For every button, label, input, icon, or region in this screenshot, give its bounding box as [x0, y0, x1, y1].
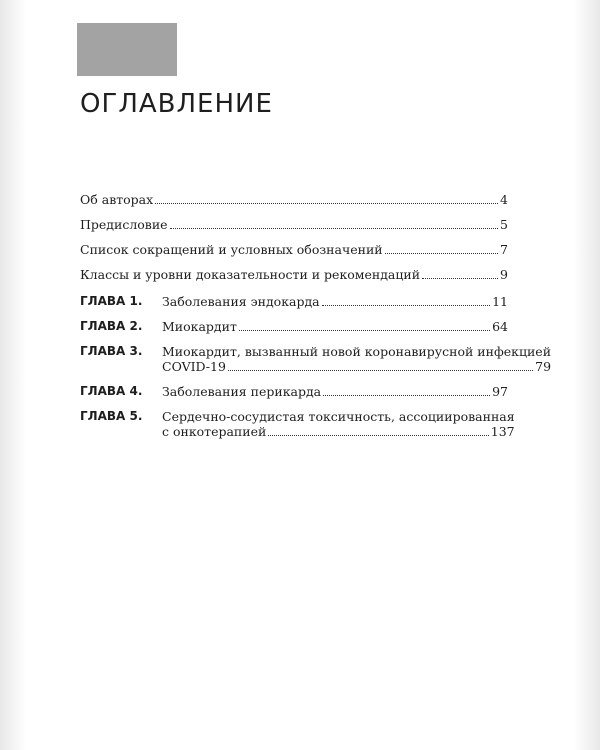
chapter-number: ГЛАВА 3. [80, 344, 143, 358]
dot-leader [170, 227, 498, 229]
toc-page-number: 79 [535, 359, 552, 374]
toc-page-number: 5 [500, 217, 508, 232]
dot-leader [385, 252, 498, 254]
page-title: ОГЛАВЛЕНИЕ [80, 89, 273, 119]
header-gray-block [77, 23, 177, 76]
chapter-title-line-2: с онкотерапией [162, 424, 267, 439]
toc-page-number: 137 [490, 424, 515, 439]
page-edge-shadow-left [0, 0, 26, 750]
toc-entry-abbreviations[interactable] [80, 242, 508, 257]
toc-entry-preface[interactable] [80, 217, 508, 232]
chapter-title-line-1: Миокардит, вызванный новой коронавирусной инфекцией [162, 344, 552, 359]
chapter-title-line-2: COVID-19 [162, 359, 226, 374]
chapter-number: ГЛАВА 5. [80, 409, 143, 423]
toc-entry-label: Список сокращений и условных обозначений [80, 242, 383, 257]
page-edge-shadow-right [574, 0, 600, 750]
chapter-title: Заболевания эндокарда [162, 294, 320, 309]
toc-page-number: 97 [492, 384, 508, 399]
dot-leader [322, 304, 490, 306]
toc-page-number: 9 [500, 267, 508, 282]
toc-page-number: 11 [492, 294, 508, 309]
toc-page-number: 64 [492, 319, 508, 334]
toc-page-number: 4 [500, 192, 508, 207]
toc-entry-label: Предисловие [80, 217, 168, 232]
table-of-contents [80, 192, 552, 439]
toc-entry-label: Классы и уровни доказательности и рекомендаций [80, 267, 421, 282]
toc-chapter-4[interactable] [80, 384, 508, 399]
toc-entry-authors[interactable] [80, 192, 508, 207]
dot-leader [422, 277, 498, 279]
toc-chapter-5[interactable] [80, 409, 515, 439]
dot-leader [228, 369, 533, 371]
toc-entry-label: Об авторах [80, 192, 154, 207]
toc-entry-evidence-levels[interactable] [80, 267, 508, 282]
dot-leader [239, 329, 490, 331]
chapter-number: ГЛАВА 2. [80, 319, 143, 333]
chapter-number: ГЛАВА 4. [80, 384, 143, 398]
chapter-number: ГЛАВА 1. [80, 294, 143, 308]
chapter-title-line-1: Сердечно-сосудистая токсичность, ассоциированная [162, 409, 515, 424]
toc-chapter-2[interactable] [80, 319, 508, 334]
toc-chapter-3[interactable] [80, 344, 552, 374]
dot-leader [155, 202, 498, 204]
dot-leader [323, 394, 490, 396]
toc-chapter-1[interactable] [80, 294, 508, 309]
chapter-title: Заболевания перикарда [162, 384, 322, 399]
chapter-title: Миокардит [162, 319, 237, 334]
dot-leader [268, 434, 488, 436]
toc-page-number: 7 [500, 242, 508, 257]
